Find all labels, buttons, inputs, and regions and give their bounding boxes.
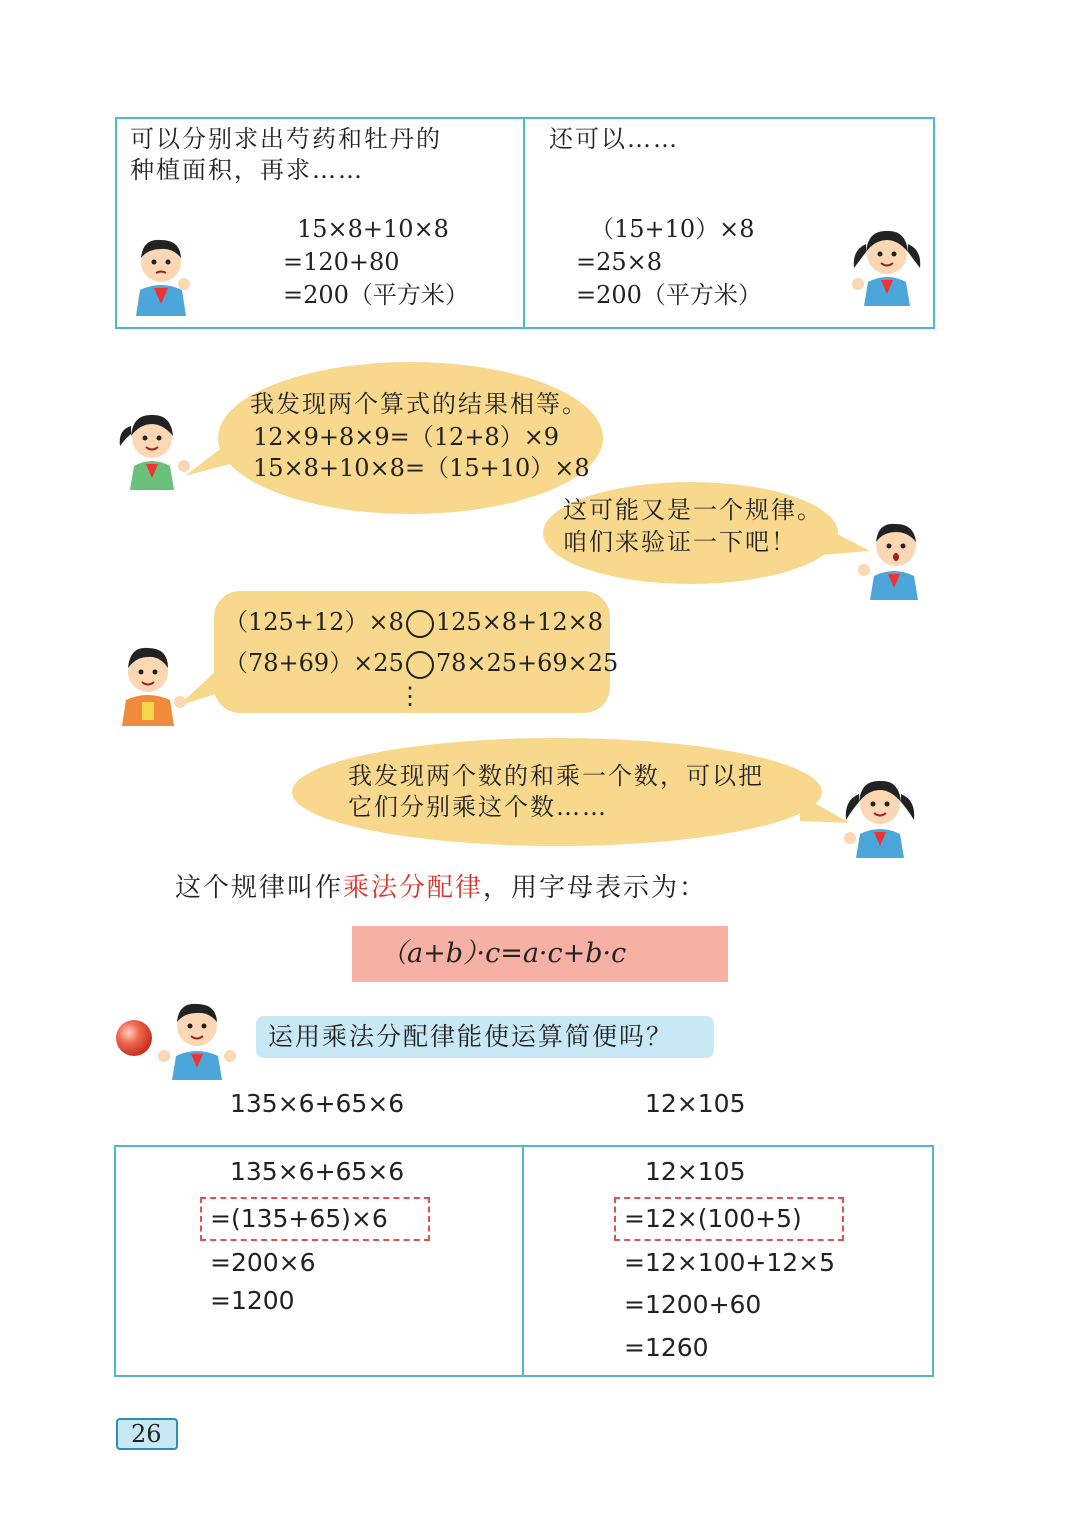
bubble1-line3: 15×8+10×8=（15+10）×8 bbox=[253, 454, 590, 482]
solution-right-2: =12×(100+5) bbox=[624, 1204, 802, 1233]
rule-name: 乘法分配律 bbox=[343, 873, 484, 903]
formula-text: （a+b）·c=a·c+b·c bbox=[380, 938, 627, 969]
boy-orange-shirt-illustration bbox=[116, 640, 188, 726]
solution-right-3: =12×100+12×5 bbox=[624, 1248, 836, 1277]
compare-blank-1[interactable] bbox=[406, 610, 434, 638]
top-left-text-1: 可以分别求出芍药和牡丹的 bbox=[130, 125, 442, 153]
top-right-calc-1: （15+10）×8 bbox=[590, 215, 755, 243]
problem-left: 135×6+65×6 bbox=[230, 1089, 405, 1118]
page-number: 26 bbox=[131, 1420, 162, 1448]
girl-smiling-illustration bbox=[846, 222, 928, 306]
compare-blank-2[interactable] bbox=[406, 651, 434, 679]
solution-right-5: =1260 bbox=[624, 1333, 709, 1362]
top-right-text: 还可以…… bbox=[549, 125, 679, 153]
red-ball-icon bbox=[114, 1018, 154, 1058]
bubble3-row1-left: （125+12）×8 bbox=[224, 608, 404, 636]
bubble1-line1: 我发现两个算式的结果相等。 bbox=[250, 390, 588, 418]
rule-suffix: ，用字母表示为： bbox=[483, 873, 708, 903]
boy-pointing-illustration bbox=[856, 514, 932, 600]
question-text: 运用乘法分配律能使运算简便吗？ bbox=[268, 1022, 674, 1051]
solution-right-4: =1200+60 bbox=[624, 1290, 762, 1319]
solution-left-3: =200×6 bbox=[210, 1248, 316, 1277]
bubble1-line2: 12×9+8×9=（12+8）×9 bbox=[253, 423, 560, 451]
boy-presenting-illustration bbox=[156, 996, 238, 1080]
bubble2-line1: 这可能又是一个规律。 bbox=[563, 496, 823, 524]
top-left-calc-1: 15×8+10×8 bbox=[297, 215, 449, 243]
bubble3-row1-right: 125×8+12×8 bbox=[435, 608, 604, 636]
solution-left-4: =1200 bbox=[210, 1286, 295, 1315]
bubble2-line2: 咱们来验证一下吧！ bbox=[563, 528, 797, 556]
boy-thinking-illustration bbox=[128, 232, 194, 316]
top-right-calc-2: =25×8 bbox=[576, 248, 663, 276]
top-left-calc-2: =120+80 bbox=[283, 248, 400, 276]
bubble3-row1 bbox=[224, 606, 603, 638]
top-left-calc-3: =200（平方米） bbox=[283, 281, 469, 309]
solution-right-1: 12×105 bbox=[645, 1157, 746, 1186]
problem-right: 12×105 bbox=[645, 1089, 746, 1118]
bubble4-line1: 我发现两个数的和乘一个数，可以把 bbox=[348, 762, 764, 790]
solution-left-1: 135×6+65×6 bbox=[230, 1157, 405, 1186]
girl-pigtails-illustration bbox=[838, 772, 922, 858]
solution-box-divider bbox=[522, 1145, 524, 1377]
bubble3-row2 bbox=[224, 647, 618, 679]
top-box-divider bbox=[523, 117, 525, 329]
rule-statement bbox=[175, 872, 707, 904]
girl-waving-illustration bbox=[116, 404, 192, 490]
top-left-text-2: 种植面积，再求…… bbox=[130, 156, 364, 184]
top-right-calc-3: =200（平方米） bbox=[576, 281, 762, 309]
bubble3-row2-left: （78+69）×25 bbox=[224, 649, 404, 677]
solution-left-2: =(135+65)×6 bbox=[210, 1204, 388, 1233]
rule-prefix: 这个规律叫作 bbox=[175, 873, 344, 903]
bubble4-line2: 它们分别乘这个数…… bbox=[348, 793, 608, 821]
bubble3-dots: ⋮ bbox=[398, 682, 422, 710]
bubble3-row2-right: 78×25+69×25 bbox=[435, 649, 619, 677]
